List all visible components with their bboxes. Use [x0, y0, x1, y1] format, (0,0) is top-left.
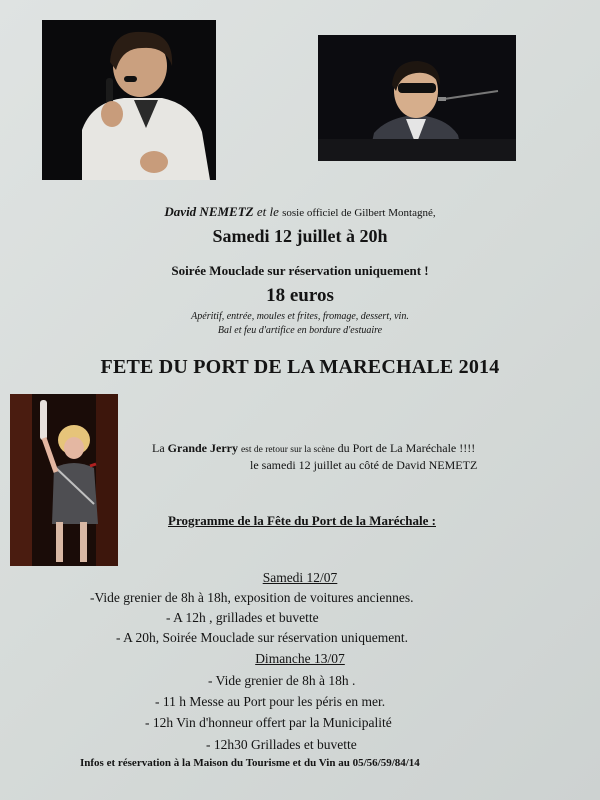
dimanche-item: - 12h30 Grillades et buvette [206, 737, 357, 752]
photo-pianist-sunglasses [318, 35, 516, 161]
menu-details-1: Apéritif, entrée, moules et frites, fromage, dessert, vin. [191, 311, 409, 322]
dimanche-item: - 12h Vin d'honneur offert par la Municipalité [145, 715, 392, 730]
jerry-port: du Port de La Maréchale !!!! [337, 441, 476, 455]
samedi-item: -Vide grenier de 8h à 18h, exposition de voitures anciennes. [90, 590, 414, 605]
intro-line [0, 204, 600, 220]
photo-grande-jerry [10, 394, 118, 566]
price: 18 euros [266, 285, 334, 306]
dimanche-item: - Vide grenier de 8h à 18h . [208, 673, 356, 688]
samedi-heading: Samedi 12/07 [262, 570, 338, 585]
programme-title: Programme de la Fête du Port de la Maréchale : [168, 513, 436, 528]
dimanche-item: - 11 h Messe au Port pour les péris en mer. [155, 694, 386, 709]
page-title: FETE DU PORT DE LA MARECHALE 2014 [100, 356, 500, 378]
menu-details-2: Bal et feu d'artifice en bordure d'estuaire [217, 325, 383, 336]
infos-line: Infos et réservation à la Maison du Tourisme et du Vin au 05/56/59/84/14 [80, 757, 420, 769]
jerry-retour: est de retour sur la scène [240, 445, 335, 455]
event-date: Samedi 12 juillet à 20h [212, 226, 388, 246]
soiree-line: Soirée Mouclade sur réservation uniquement ! [171, 263, 429, 278]
jerry-la: La [152, 441, 165, 455]
jerry-line-2: le samedi 12 juillet au côté de David NEMETZ [250, 458, 478, 472]
jerry-line-1 [152, 441, 475, 456]
samedi-item: - A 12h , grillades et buvette [166, 610, 319, 625]
dimanche-heading: Dimanche 13/07 [255, 651, 345, 666]
intro-name: David NEMETZ [164, 204, 254, 219]
samedi-item: - A 20h, Soirée Mouclade sur réservation uniquement. [116, 630, 409, 645]
intro-et-le: et le [256, 204, 279, 219]
jerry-name: Grande Jerry [167, 441, 238, 455]
intro-sosie: sosie officiel de Gilbert Montagné, [282, 207, 436, 219]
photo-singer-microphone [42, 20, 216, 180]
